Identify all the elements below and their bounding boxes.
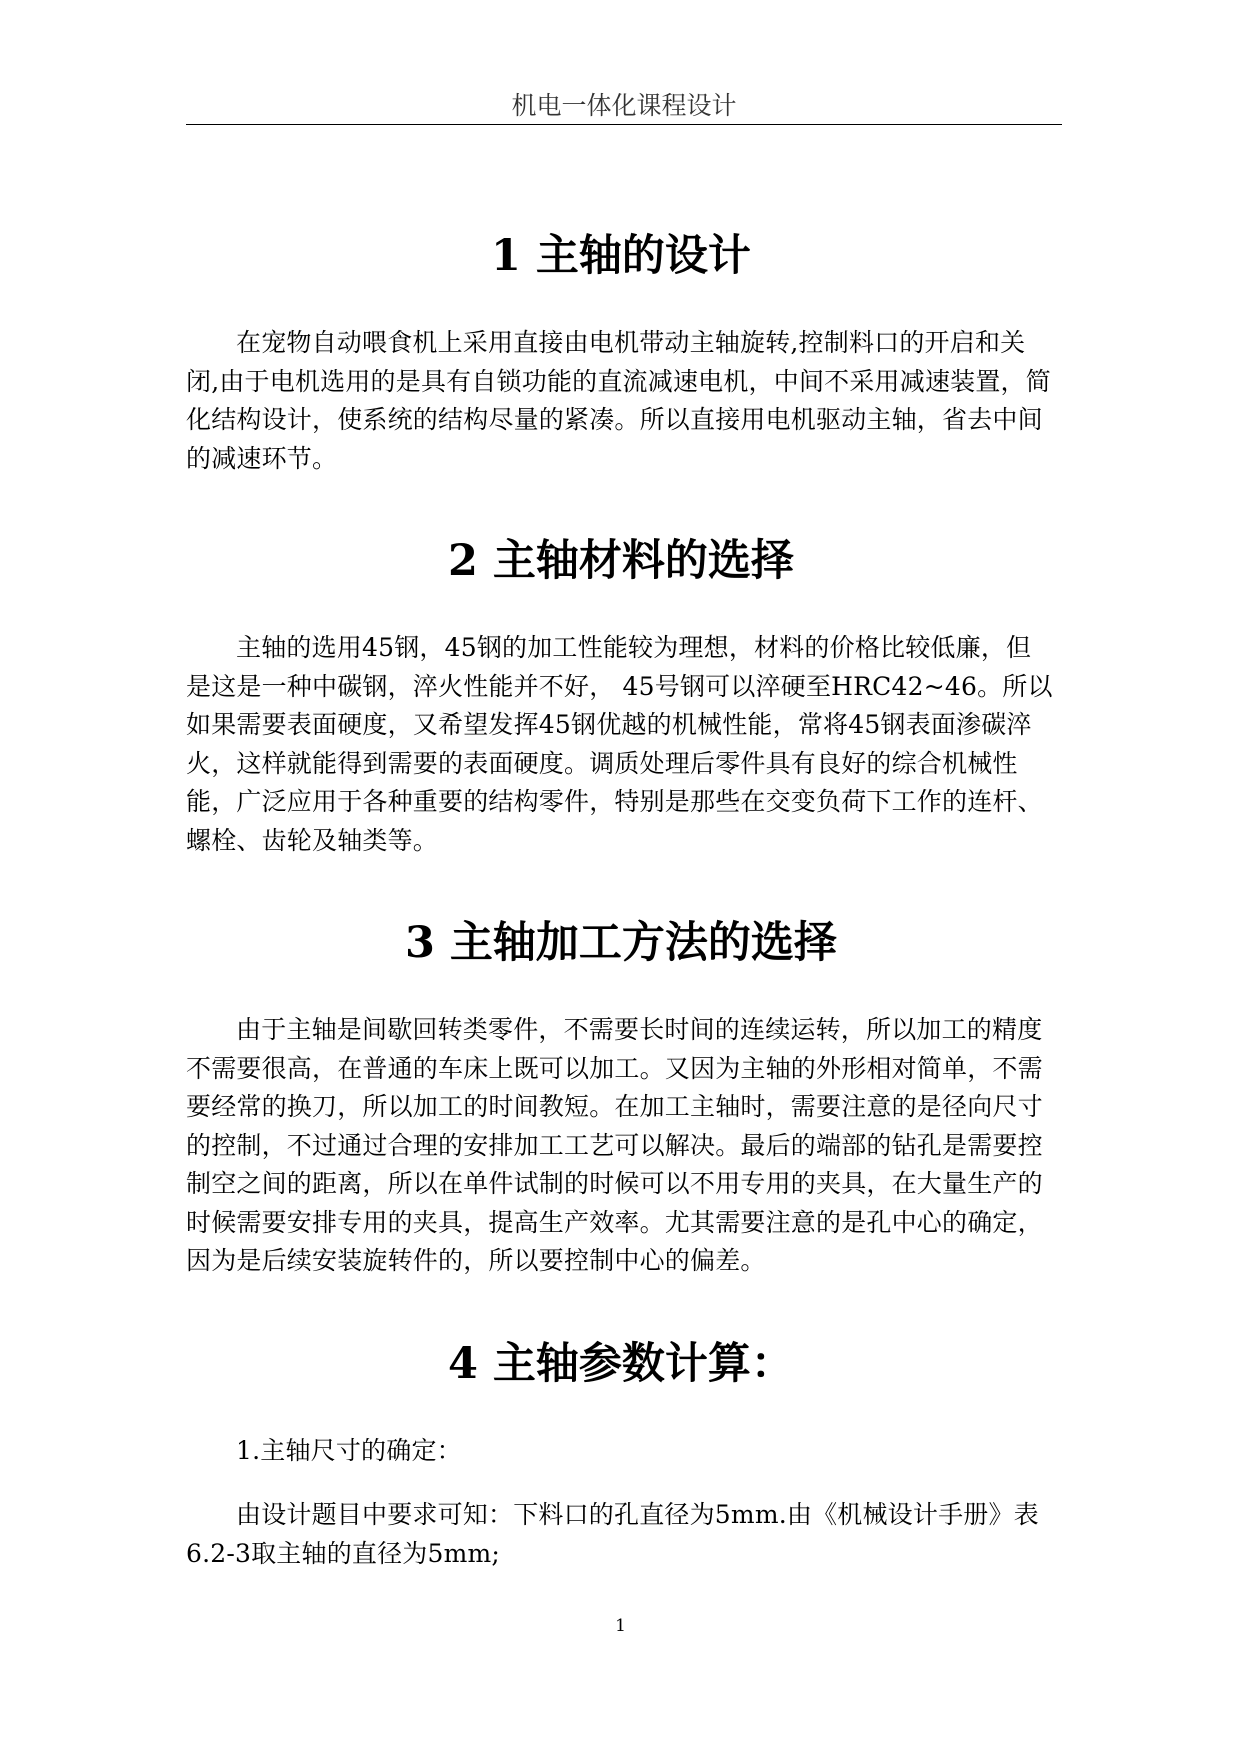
section-1-paragraph: 在宠物自动喂食机上采用直接由电机带动主轴旋转,控制料口的开启和关闭,由于电机选用的是具有自锁功能的直流减速电机，中间不采用减速装置，简化结构设计，使系统的结构尽量的紧凑。所以直接用电机驱动主轴，省去中间的减速环节。 xyxy=(186,328,1051,473)
section-2-paragraph: 主轴的选用45钢，45钢的加工性能较为理想，材料的价格比较低廉，但是这是一种中碳钢，淬火性能并不好， 45号钢可以淬硬至HRC42~46。所以如果需要表面硬度，又希望发挥45钢优越的机械性能，常将45钢表面渗碳淬火，这样就能得到需要的表面硬度。调质处理后零件具有良好的综合机械性能，广泛应用于各种重要的结构零件，特别是那些在交变负荷下工作的连杆、螺栓、齿轮及轴类等。 xyxy=(186,633,1053,855)
document-body xyxy=(186,228,1056,1573)
section-1-title: 1 主轴的设计 xyxy=(491,231,751,281)
page-number: 1 xyxy=(615,1616,626,1636)
section-4-paragraph-2: 由设计题目中要求可知：下料口的孔直径为5mm.由《机械设计手册》表6.2-3取主轴的直径为5mm; xyxy=(186,1500,1039,1568)
running-header: 机电一体化课程设计 xyxy=(511,91,737,120)
section-2-title: 2 主轴材料的选择 xyxy=(448,536,794,586)
section-4-paragraph-1: 1.主轴尺寸的确定： xyxy=(236,1435,462,1465)
section-3-title: 3 主轴加工方法的选择 xyxy=(405,918,837,968)
section-4-title: 4 主轴参数计算： xyxy=(448,1338,794,1389)
header-rule xyxy=(186,124,1062,125)
section-3-paragraph: 由于主轴是间歇回转类零件，不需要长时间的连续运转，所以加工的精度不需要很高，在普通的车床上既可以加工。又因为主轴的外形相对简单，不需要经常的换刀，所以加工的时间教短。在加工主轴时，需要注意的是径向尺寸的控制，不过通过合理的安排加工工艺可以解决。最后的端部的钻孔是需要控制空之间的距离，所以在单件试制的时候可以不用专用的夹具，在大量生产的时候需要安排专用的夹具，提高生产效率。尤其需要注意的是孔中心的确定，因为是后续安装旋转件的，所以要控制中心的偏差。 xyxy=(186,1015,1043,1275)
